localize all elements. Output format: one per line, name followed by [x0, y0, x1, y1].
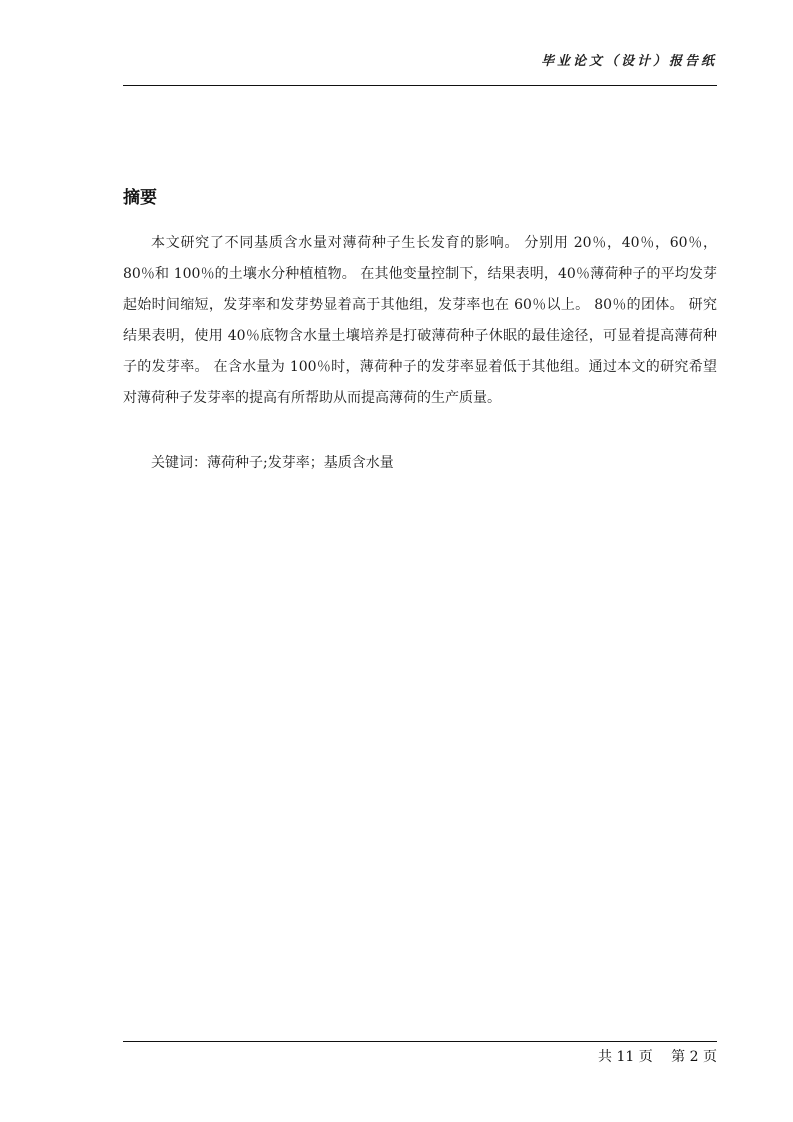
section-title: 摘要: [123, 188, 157, 208]
header-divider: [123, 85, 717, 86]
keywords-line: 关键词：薄荷种子;发芽率；基质含水量: [151, 455, 394, 471]
page-header-title: 毕业论文（设计）报告纸: [540, 54, 717, 69]
footer-divider: [123, 1041, 717, 1042]
abstract-paragraph: 本文研究了不同基质含水量对薄荷种子生长发育的影响。 分别用 20％，40％，60％，80％和 100％的土壤水分种植植物。 在其他变量控制下，结果表明，40％薄荷种子的平均发芽起始时间缩短，发芽率和发芽势显着高于其他组，发芽率也在 60％以上。 80％的团体。 研究结果表明，使用 40％底物含水量土壤培养是打破薄荷种子休眠的最佳途径，可显着提高薄荷种子的发芽率。 在含水量为 100％时，薄荷种子的发芽率显着低于其他组。通过本文的研究希望对薄荷种子发芽率的提高有所帮助从而提高薄荷的生产质量。: [123, 235, 717, 406]
page-number: 共 11 页 第 2 页: [598, 1049, 717, 1065]
